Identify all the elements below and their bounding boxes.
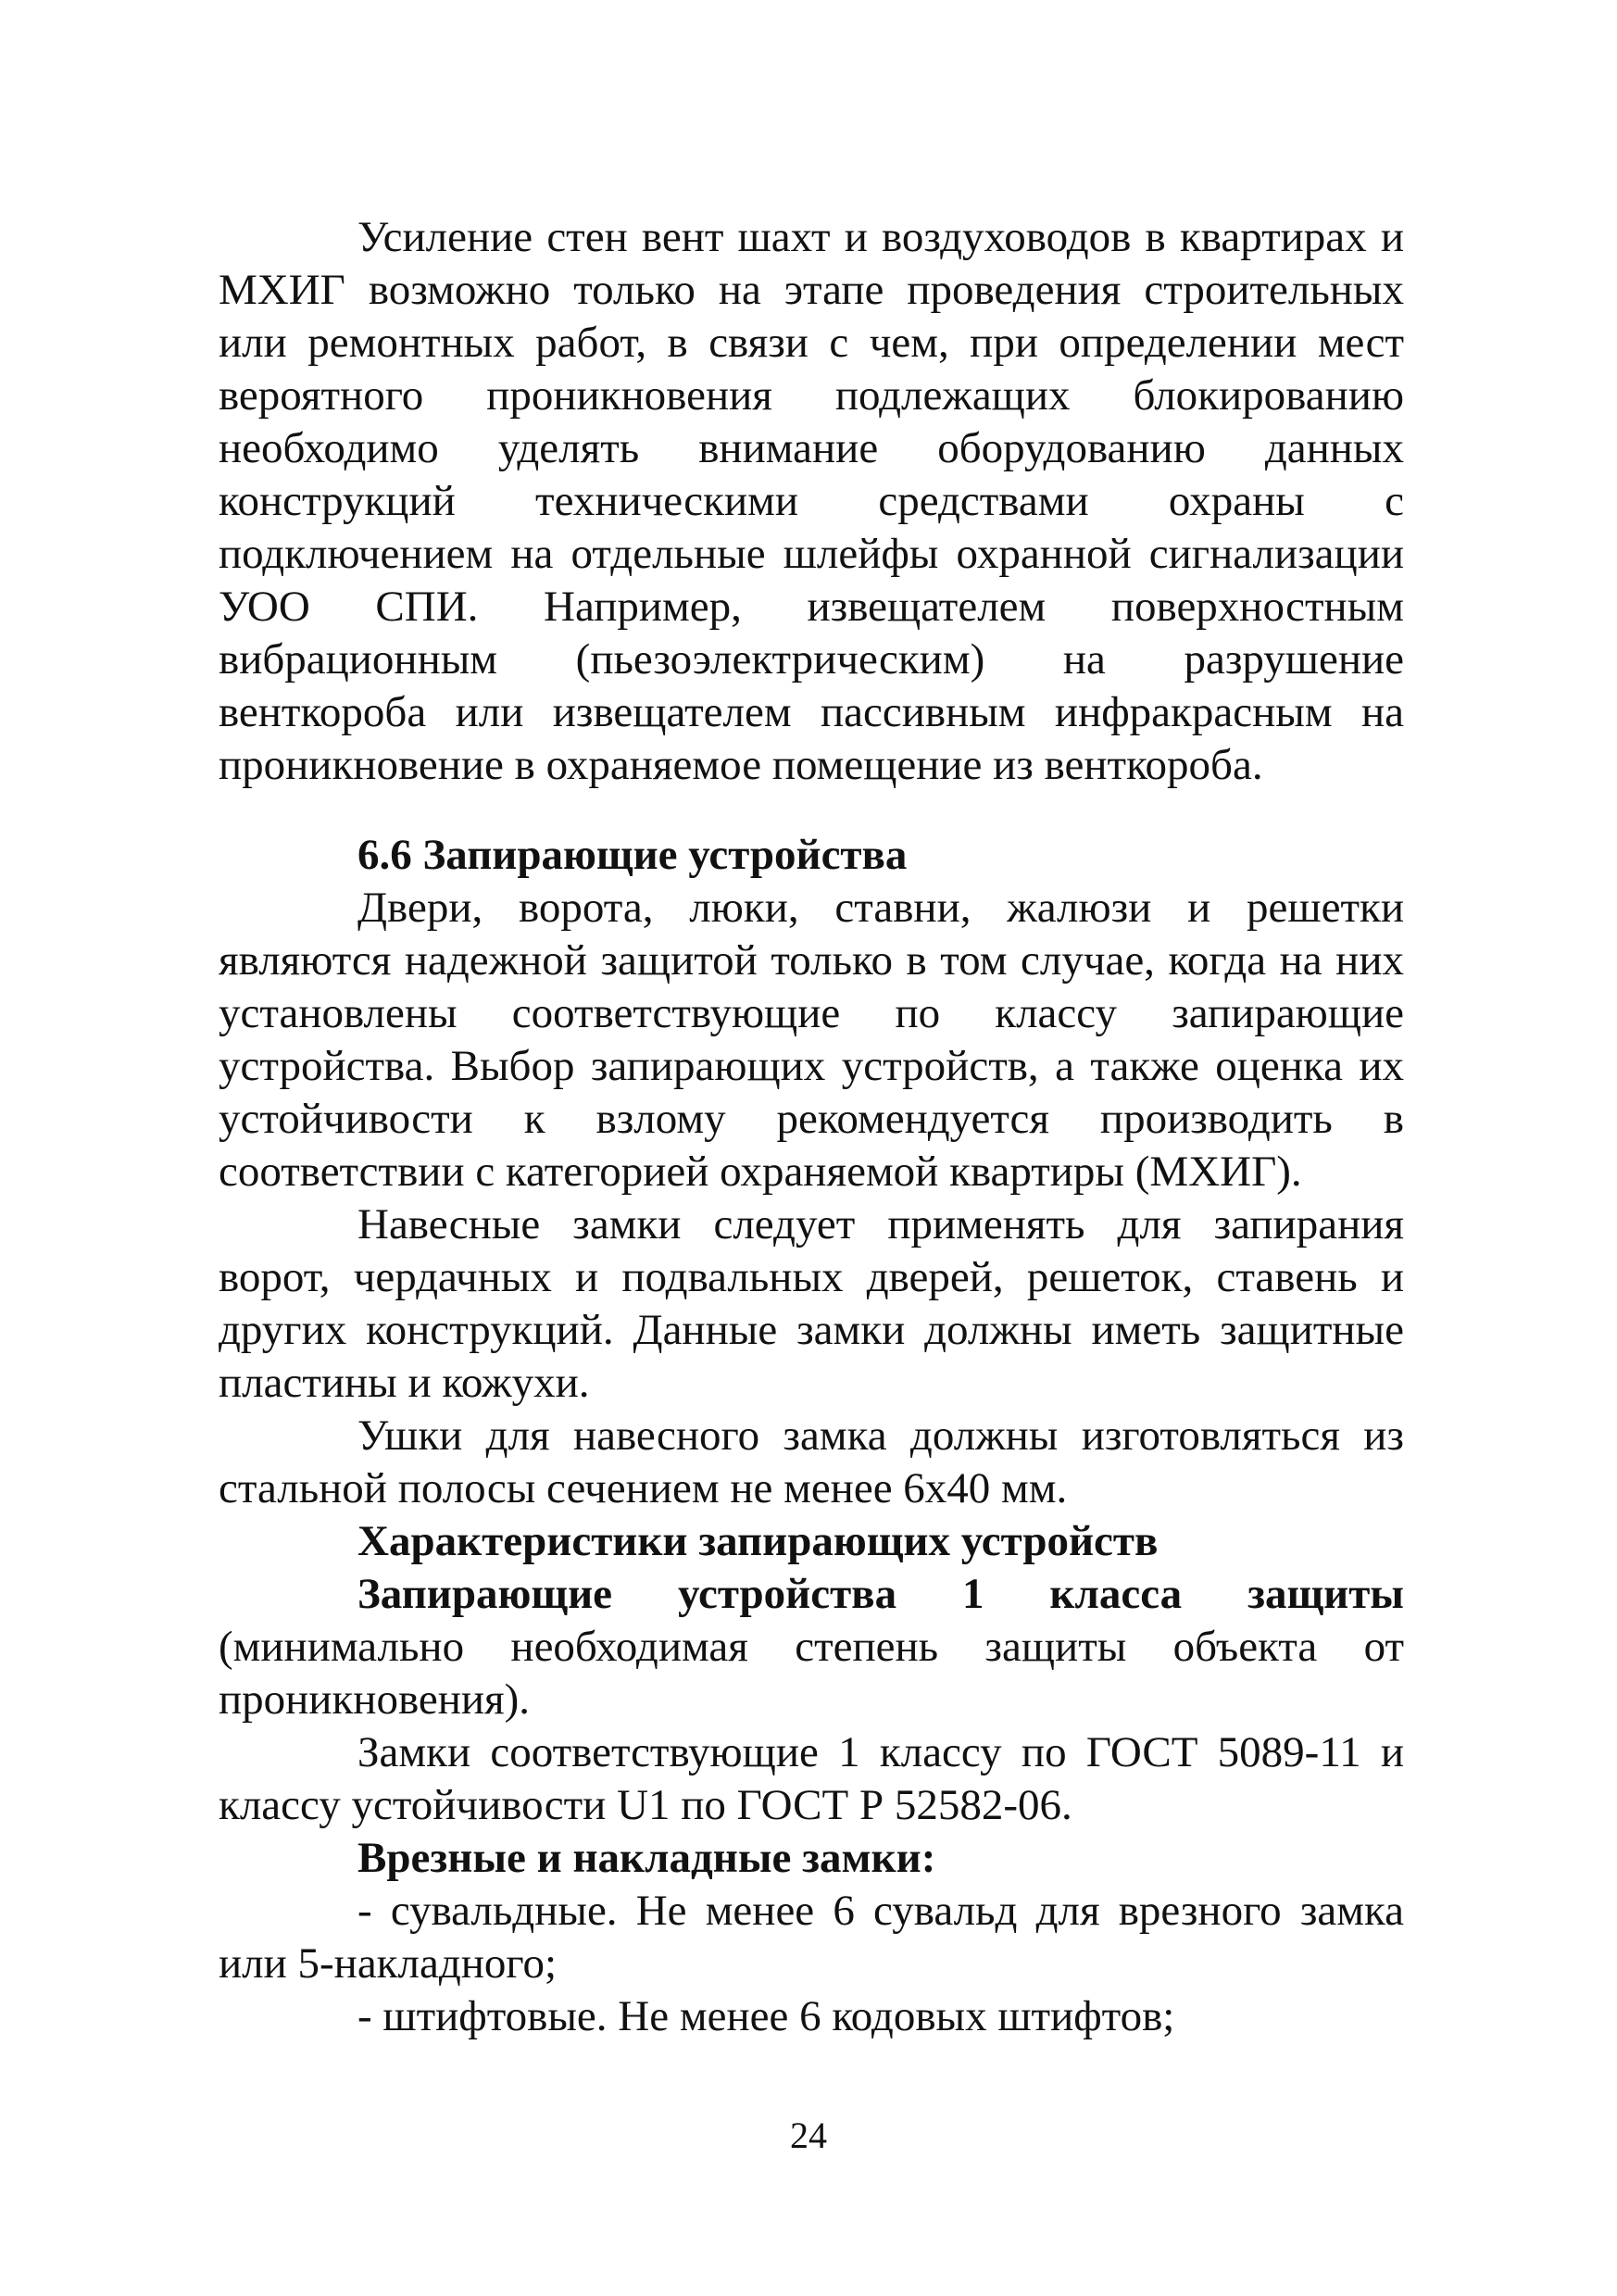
- section-heading: 6.6 Запирающие устройства: [357, 831, 908, 879]
- page-body: [219, 211, 1404, 2043]
- paragraph-lugs: Ушки для навесного замка должны изготовляться из стальной полосы сечением не менее 6х40 мм.: [219, 1411, 1404, 1512]
- class1-bold-text: Запирающие устройства 1 класса защиты: [357, 1570, 1404, 1618]
- list-item-pin: - штифтовые. Не менее 6 кодовых штифтов;: [357, 1992, 1175, 2040]
- class1-rest-text: (минимально необходимая степень защиты объекта от проникновения).: [219, 1623, 1404, 1724]
- spacer: [219, 792, 1404, 829]
- paragraph-class1: [219, 1568, 1404, 1726]
- list-item-lever: - сувальдные. Не менее 6 сувальд для врезного замка или 5-накладного;: [219, 1887, 1404, 1988]
- characteristics-heading: Характеристики запирающих устройств: [357, 1517, 1159, 1565]
- mortise-heading: Врезные и накладные замки:: [357, 1834, 936, 1882]
- paragraph-ventilation: Усиление стен вент шахт и воздуховодов в квартирах и МХИГ возможно только на этапе проведения строительных или ремонтных работ, в связи с чем, при определении мест вероятного проникновения подлежащих блокированию необходимо уделять внимание оборудованию данных конструкций техническими средствами охраны с подключением на отдельные шлейфы охранной сигнализации УОО СПИ. Например, извещателем поверхностным вибрационным (пьезоэлектрическим) на разрушение венткороба или извещателем пассивным инфракрасным на проникновение в охраняемое помещение из венткороба.: [219, 213, 1404, 789]
- paragraph-doors: Двери, ворота, люки, ставни, жалюзи и решетки являются надежной защитой только в том случае, когда на них установлены соответствующие по классу запирающие устройства. Выбор запирающих устройств, а также оценка их устойчивости к взлому рекомендуется производить в соответствии с категорией охраняемой квартиры (МХИГ).: [219, 884, 1404, 1196]
- page-number: 24: [790, 2114, 827, 2156]
- paragraph-padlocks: Навесные замки следует применять для запирания ворот, чердачных и подвальных дверей, решеток, ставень и других конструкций. Данные замки должны иметь защитные пластины и кожухи.: [219, 1200, 1404, 1407]
- paragraph-locks-standard: Замки соответствующие 1 классу по ГОСТ 5089-11 и классу устойчивости U1 по ГОСТ Р 52582-06.: [219, 1728, 1404, 1829]
